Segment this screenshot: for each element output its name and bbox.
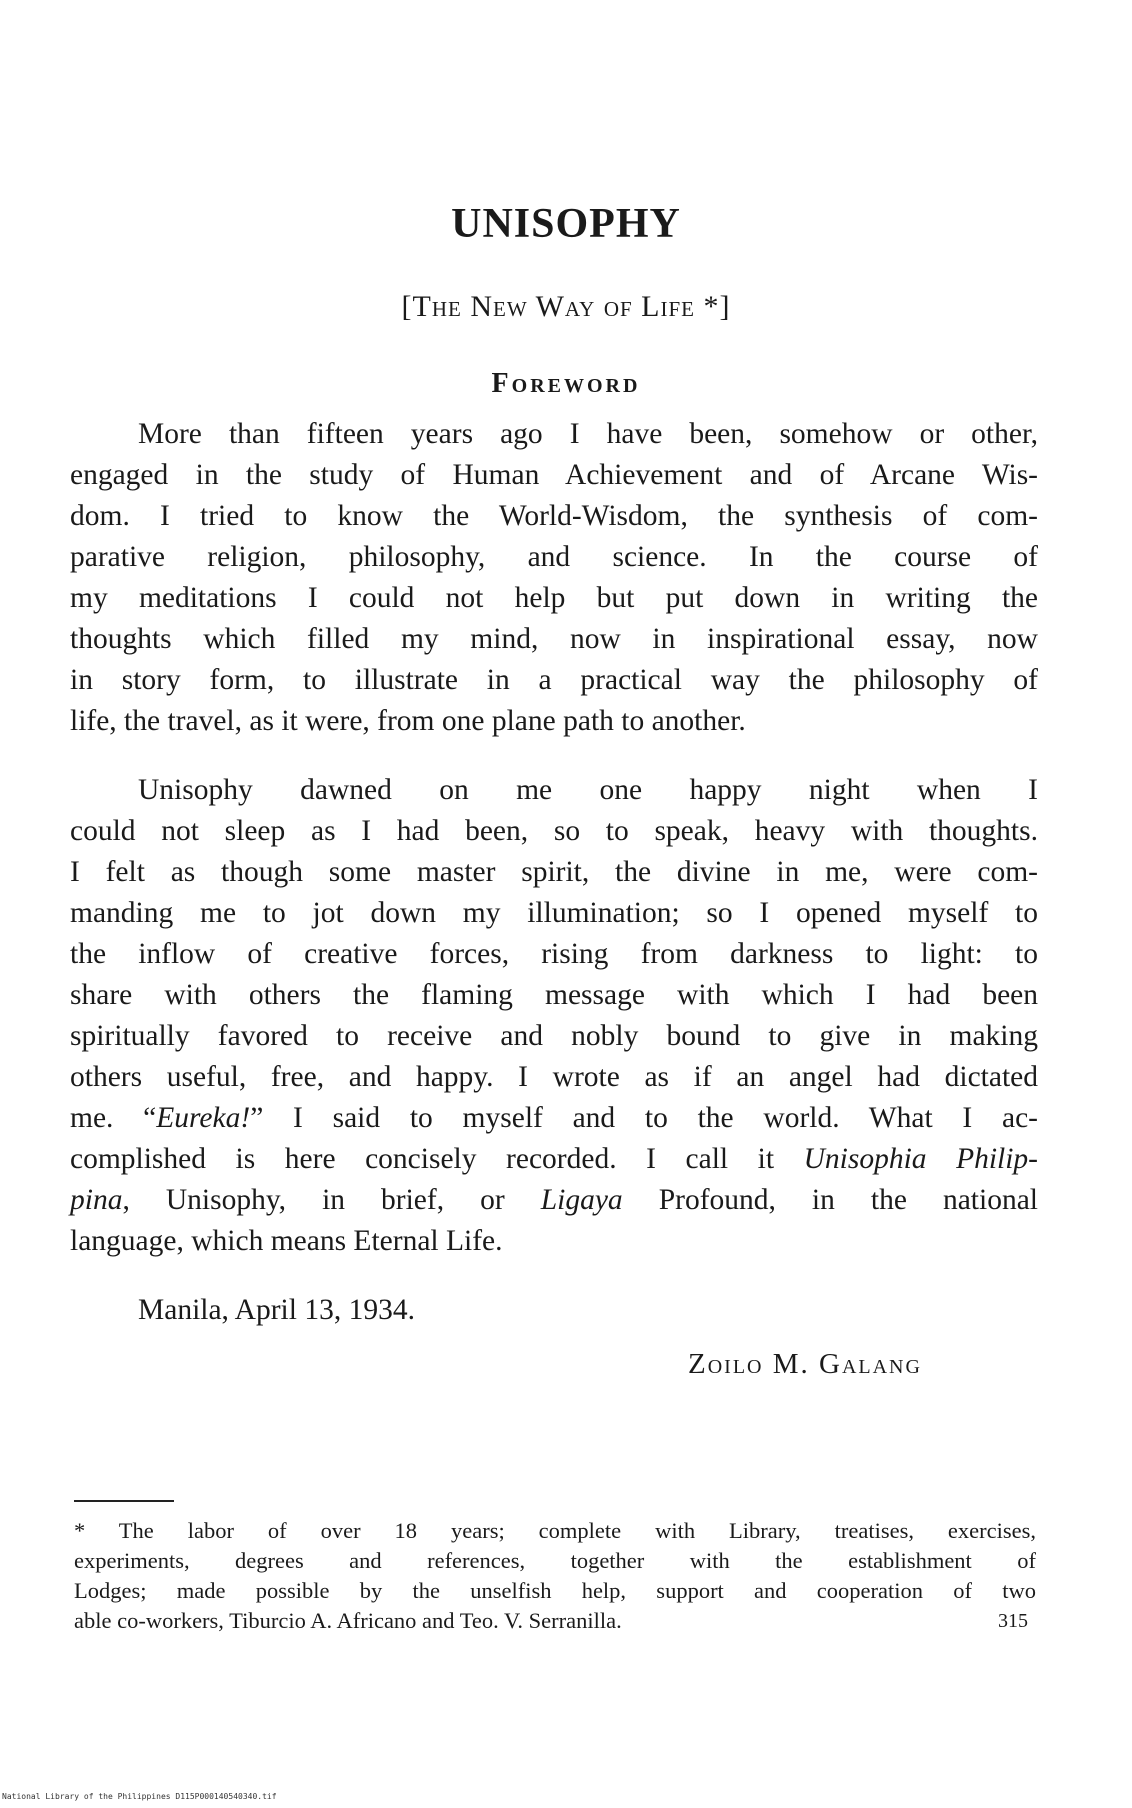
- paragraph-line: in story form, to illustrate in a practical way the philosophy of: [70, 664, 1038, 696]
- paragraph-line: spiritually favored to receive and nobly bound to give in making: [70, 1020, 1038, 1052]
- paragraph-line-mixed: [70, 1180, 1038, 1221]
- paragraph-line: others useful, free, and happy. I wrote as if an angel had dictated: [70, 1061, 1038, 1093]
- footnote-line: able co-workers, Tiburcio A. Africano and Teo. V. Serranilla.: [74, 1608, 622, 1633]
- text-segment: me. “: [70, 1102, 157, 1134]
- footnote: [74, 1516, 1036, 1636]
- footnote-line: * The labor of over 18 years; complete with Library, treatises, exercises,: [74, 1518, 1036, 1543]
- section-heading: Foreword: [491, 368, 641, 399]
- text-segment: ” I said to myself and to the world. What I ac-: [250, 1102, 1039, 1134]
- paragraph-line: thoughts which filled my mind, now in inspirational essay, now: [70, 623, 1038, 655]
- paragraph-line: my meditations I could not help but put down in writing the: [70, 582, 1038, 614]
- paragraph-line-mixed: [70, 1098, 1038, 1139]
- paragraph-line: could not sleep as I had been, so to speak, heavy with thoughts.: [70, 815, 1038, 847]
- paragraph-line: manding me to jot down my illumination; so I opened myself to: [70, 897, 1038, 929]
- date-line: Manila, April 13, 1934.: [138, 1294, 415, 1326]
- page-number: 315: [998, 1610, 1028, 1632]
- paragraph-line: language, which means Eternal Life.: [70, 1225, 503, 1257]
- text-segment: Profound, in the national: [622, 1184, 1038, 1216]
- paragraph-line: the inflow of creative forces, rising from darkness to light: to: [70, 938, 1038, 970]
- footnote-line: experiments, degrees and references, together with the establishment of: [74, 1548, 1036, 1573]
- foreword-paragraph-2: [70, 770, 1038, 1262]
- paragraph-line: dom. I tried to know the World-Wisdom, the synthesis of com-: [70, 500, 1038, 532]
- italic-ligaya: Ligaya: [540, 1184, 623, 1216]
- paragraph-line: More than fifteen years ago I have been, somehow or other,: [138, 418, 1038, 450]
- italic-pina: pina: [70, 1184, 123, 1216]
- paragraph-line: I felt as though some master spirit, the divine in me, were com-: [70, 856, 1038, 888]
- footnote-divider: [74, 1500, 174, 1502]
- footnote-line: Lodges; made possible by the unselfish help, support and cooperation of two: [74, 1578, 1036, 1603]
- text-segment: , Unisophy, in brief, or: [122, 1184, 541, 1216]
- italic-unisophia: Unisophia Philip-: [803, 1143, 1039, 1175]
- paragraph-line: life, the travel, as it were, from one plane path to another.: [70, 705, 746, 737]
- foreword-paragraph-1: [70, 414, 1038, 742]
- italic-eureka: Eureka!: [156, 1102, 251, 1134]
- paragraph-line: Unisophy dawned on me one happy night when I: [138, 774, 1038, 806]
- text-segment: complished is here concisely recorded. I call it: [70, 1143, 804, 1175]
- scan-caption: National Library of the Philippines D115P000140540340.tif: [2, 1792, 277, 1801]
- paragraph-line: parative religion, philosophy, and science. In the course of: [70, 541, 1038, 573]
- paragraph-line: engaged in the study of Human Achievement and of Arcane Wis-: [70, 459, 1038, 491]
- page-title: UNISOPHY: [451, 201, 681, 247]
- subtitle: [The New Way of Life *]: [401, 290, 731, 323]
- paragraph-line-mixed: [70, 1139, 1038, 1180]
- author-signature: Zoilo M. Galang: [688, 1348, 922, 1380]
- paragraph-line: share with others the flaming message with which I had been: [70, 979, 1038, 1011]
